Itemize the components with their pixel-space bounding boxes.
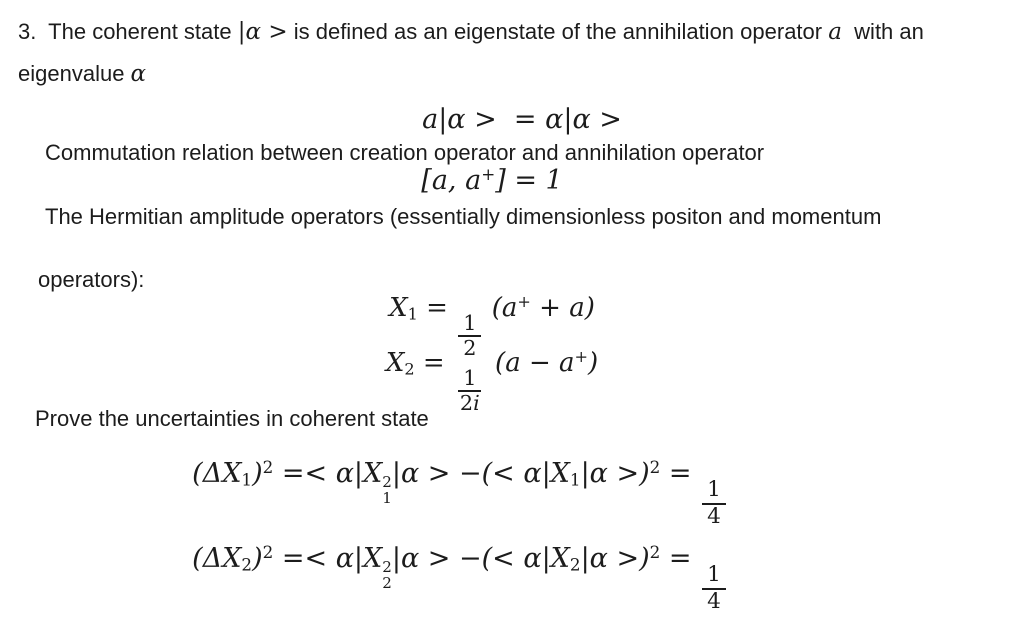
subscript: 1	[241, 469, 253, 490]
math-text: )	[588, 348, 599, 378]
math-text: (a	[483, 293, 518, 323]
ket-alpha-inline: |α >	[237, 19, 288, 45]
sup-sub-stack	[382, 560, 392, 592]
squared-superscript: 2	[649, 456, 661, 477]
uncertainty-x2-equation	[0, 543, 972, 615]
stack-superscript: 2	[382, 473, 392, 492]
imaginary-unit-symbol: i	[473, 391, 480, 416]
fraction	[702, 478, 726, 530]
subscript: 2	[404, 359, 415, 379]
dagger-superscript: +	[517, 292, 531, 312]
problem-text: eigenvalue	[18, 61, 131, 86]
squared-superscript: 2	[262, 456, 274, 477]
equals-sign: =	[660, 458, 701, 489]
commutation-equation	[0, 165, 1004, 196]
math-text: + a)	[530, 293, 595, 323]
numerator: 1	[702, 563, 726, 590]
denominator	[455, 392, 485, 416]
squared-superscript: 2	[649, 541, 661, 562]
math-text: [a, a	[421, 165, 482, 196]
alpha-symbol: α	[130, 61, 147, 87]
dagger-superscript: +	[574, 347, 589, 367]
numerator: 1	[458, 367, 481, 393]
subscript: 2	[241, 554, 253, 575]
uncertainty-x1-equation	[0, 458, 972, 530]
eigenvalue-equation	[10, 104, 1024, 135]
fraction	[455, 367, 485, 417]
math-text: =< α|X	[273, 458, 383, 489]
operators-caption: operators):	[38, 267, 145, 292]
commutation-caption: Commutation relation between creation operator and annihilation operator	[45, 140, 765, 165]
annihilation-operator-symbol: a	[828, 19, 842, 45]
subscript: 1	[407, 304, 418, 324]
math-text: |α >)	[580, 543, 650, 574]
problem-text: is defined as an eigenstate of the annihilation operator	[287, 19, 829, 44]
math-text: )	[252, 458, 263, 489]
math-text: =< α|X	[273, 543, 383, 574]
subscript: 1	[569, 469, 581, 490]
hermitian-caption: The Hermitian amplitude operators (essentially dimensionless positon and momentum	[45, 204, 882, 229]
equals-sign: =	[417, 293, 457, 323]
stack-subscript: 2	[382, 574, 392, 593]
equals-sign: =	[414, 348, 453, 378]
denominator: 4	[707, 588, 721, 614]
math-text: |α > −(< α|X	[391, 458, 570, 489]
math-text: ] = 1	[495, 165, 563, 196]
denominator: 4	[707, 503, 721, 529]
math-text: (ΔX	[192, 458, 242, 489]
subscript: 2	[569, 554, 581, 575]
problem-statement	[18, 11, 924, 95]
math-text: a|α > = α|α >	[422, 104, 622, 135]
sup-sub-stack	[382, 475, 392, 507]
denominator-digit: 2	[459, 391, 474, 416]
math-text: )	[252, 543, 263, 574]
math-text: (ΔX	[192, 543, 242, 574]
stack-subscript: 1	[382, 489, 392, 508]
dagger-superscript: +	[481, 163, 496, 184]
prove-caption: Prove the uncertainties in coherent state	[35, 406, 429, 431]
math-text: (a − a	[486, 348, 575, 378]
numerator: 1	[458, 312, 481, 338]
squared-superscript: 2	[262, 541, 274, 562]
math-text: X	[385, 348, 405, 378]
equals-sign: =	[660, 543, 701, 574]
numerator: 1	[702, 478, 726, 505]
stack-superscript: 2	[382, 558, 392, 577]
math-text: |α > −(< α|X	[391, 543, 570, 574]
math-text: X	[389, 293, 408, 323]
problem-text: with an	[841, 19, 924, 44]
denominator: 2	[463, 336, 477, 361]
math-text: |α >)	[580, 458, 650, 489]
problem-text: 3. The coherent state	[18, 19, 238, 44]
fraction	[702, 563, 726, 615]
